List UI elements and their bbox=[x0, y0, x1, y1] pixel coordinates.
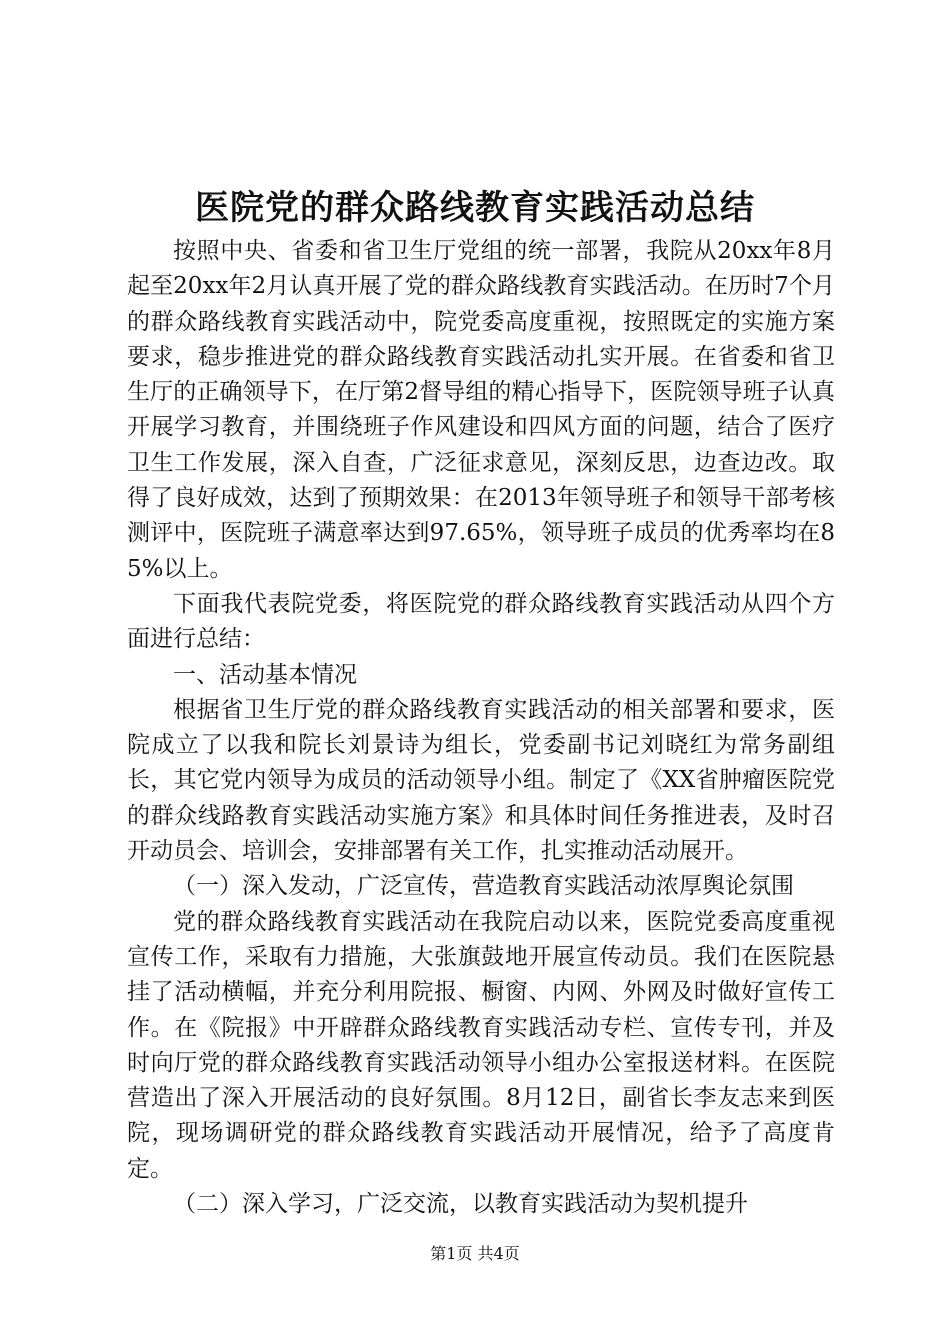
subsection-heading-1: （一）深入发动，广泛宣传，营造教育实践活动浓厚舆论氛围 bbox=[173, 873, 794, 900]
paragraph-basic-situation: 根据省卫生厅党的群众路线教育实践活动的相关部署和要求，医院成立了以我和院长刘景诗为组长，党委副书记刘晓红为常务副组长，其它党内领导为成员的活动领导小组。制定了《XX省肿瘤医院党的群众线路教育实践活动实施方案》和具体时间任务推进表，及时召开动员会、培训会，安排部署有关工作，扎实推动活动展开。 bbox=[127, 696, 835, 865]
page-number-footer: 第1页 共4页 bbox=[430, 1244, 520, 1263]
paragraph-summary-lead: 下面我代表院党委，将医院党的群众路线教育实践活动从四个方面进行总结： bbox=[127, 590, 835, 653]
section-heading-1: 一、活动基本情况 bbox=[173, 661, 357, 688]
paragraph-intro: 按照中央、省委和省卫生厅党组的统一部署，我院从20xx年8月起至20xx年2月认真开展了党的群众路线教育实践活动。在历时7个月的群众路线教育实践活动中，院党委高度重视，按照既定的实施方案要求，稳步推进党的群众路线教育实践活动扎实开展。在省委和省卫生厅的正确领导下，在厅第2督导组的精心指导下，医院领导班子认真开展学习教育，并围绕班子作风建设和四风方面的问题，结合了医疗卫生工作发展，深入自查，广泛征求意见，深刻反思，边查边改。取得了良好成效，达到了预期效果：在2013年领导班子和领导干部考核测评中，医院班子满意率达到97.65%，领导班子成员的优秀率均在85%以上。 bbox=[127, 238, 835, 582]
paragraph-publicity: 党的群众路线教育实践活动在我院启动以来，医院党委高度重视宣传工作，采取有力措施，大张旗鼓地开展宣传动员。我们在医院悬挂了活动横幅，并充分利用院报、橱窗、内网、外网及时做好宣传工作。在《院报》中开辟群众路线教育实践活动专栏、宣传专刊，并及时向厅党的群众路线教育实践活动领导小组办公室报送材料。在医院营造出了深入开展活动的良好氛围。8月12日，副省长李友志来到医院，现场调研党的群众路线教育实践活动开展情况，给予了高度肯定。 bbox=[127, 908, 835, 1182]
subsection-heading-2: （二）深入学习，广泛交流，以教育实践活动为契机提升 bbox=[173, 1191, 748, 1218]
document-body bbox=[127, 234, 835, 1222]
document-title: 医院党的群众路线教育实践活动总结 bbox=[195, 188, 755, 228]
